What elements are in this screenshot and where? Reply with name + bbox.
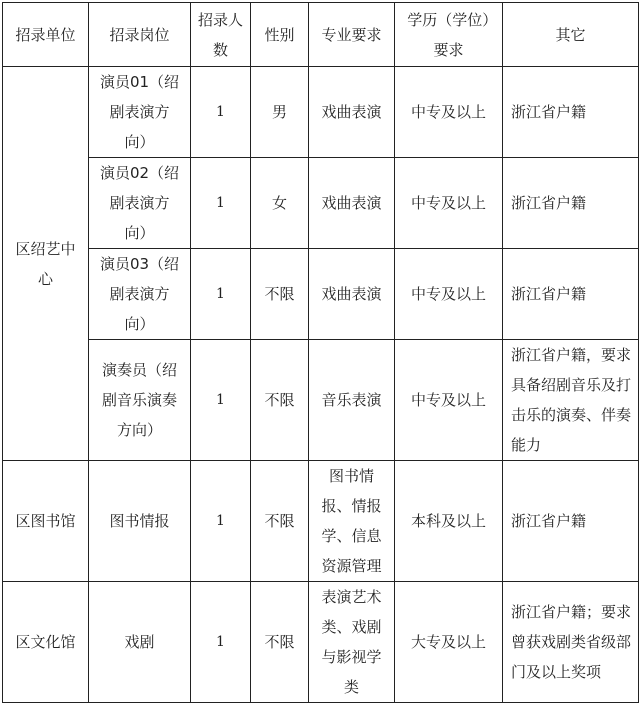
position-cell: 演员01（绍剧表演方向）	[89, 67, 191, 158]
position-cell: 戏剧	[89, 582, 191, 703]
header-gender: 性别	[251, 3, 309, 67]
count-cell: 1	[191, 249, 251, 340]
major-cell: 音乐表演	[309, 340, 395, 461]
unit-cell: 区图书馆	[3, 461, 89, 582]
header-count: 招录人数	[191, 3, 251, 67]
table-row	[3, 461, 639, 582]
count-cell: 1	[191, 67, 251, 158]
major-cell: 戏曲表演	[309, 67, 395, 158]
unit-cell: 区绍艺中心	[3, 67, 89, 461]
other-cell: 浙江省户籍	[503, 67, 639, 158]
count-cell: 1	[191, 158, 251, 249]
gender-cell: 女	[251, 158, 309, 249]
count-cell: 1	[191, 461, 251, 582]
gender-cell: 不限	[251, 249, 309, 340]
gender-cell: 不限	[251, 340, 309, 461]
unit-cell: 区文化馆	[3, 582, 89, 703]
position-cell: 演员02（绍剧表演方向）	[89, 158, 191, 249]
education-cell: 中专及以上	[395, 340, 503, 461]
major-cell: 表演艺术类、戏剧与影视学类	[309, 582, 395, 703]
recruitment-table	[2, 2, 639, 703]
header-education: 学历（学位）要求	[395, 3, 503, 67]
major-cell: 戏曲表演	[309, 249, 395, 340]
header-other: 其它	[503, 3, 639, 67]
education-cell: 中专及以上	[395, 249, 503, 340]
major-cell: 图书情报、情报学、信息资源管理	[309, 461, 395, 582]
header-row	[3, 3, 639, 67]
header-position: 招录岗位	[89, 3, 191, 67]
other-cell: 浙江省户籍；要求曾获戏剧类省级部门及以上奖项	[503, 582, 639, 703]
count-cell: 1	[191, 582, 251, 703]
other-cell: 浙江省户籍，要求具备绍剧音乐及打击乐的演奏、伴奏能力	[503, 340, 639, 461]
position-cell: 演奏员（绍剧音乐演奏方向）	[89, 340, 191, 461]
major-cell: 戏曲表演	[309, 158, 395, 249]
gender-cell: 不限	[251, 582, 309, 703]
header-major: 专业要求	[309, 3, 395, 67]
gender-cell: 男	[251, 67, 309, 158]
position-cell: 演员03（绍剧表演方向）	[89, 249, 191, 340]
gender-cell: 不限	[251, 461, 309, 582]
position-cell: 图书情报	[89, 461, 191, 582]
table-row	[3, 582, 639, 703]
education-cell: 本科及以上	[395, 461, 503, 582]
count-cell: 1	[191, 340, 251, 461]
education-cell: 大专及以上	[395, 582, 503, 703]
education-cell: 中专及以上	[395, 67, 503, 158]
other-cell: 浙江省户籍	[503, 158, 639, 249]
table-row	[3, 67, 639, 158]
education-cell: 中专及以上	[395, 158, 503, 249]
table-row	[3, 158, 639, 249]
header-unit: 招录单位	[3, 3, 89, 67]
table-row	[3, 249, 639, 340]
other-cell: 浙江省户籍	[503, 461, 639, 582]
other-cell: 浙江省户籍	[503, 249, 639, 340]
table-row	[3, 340, 639, 461]
